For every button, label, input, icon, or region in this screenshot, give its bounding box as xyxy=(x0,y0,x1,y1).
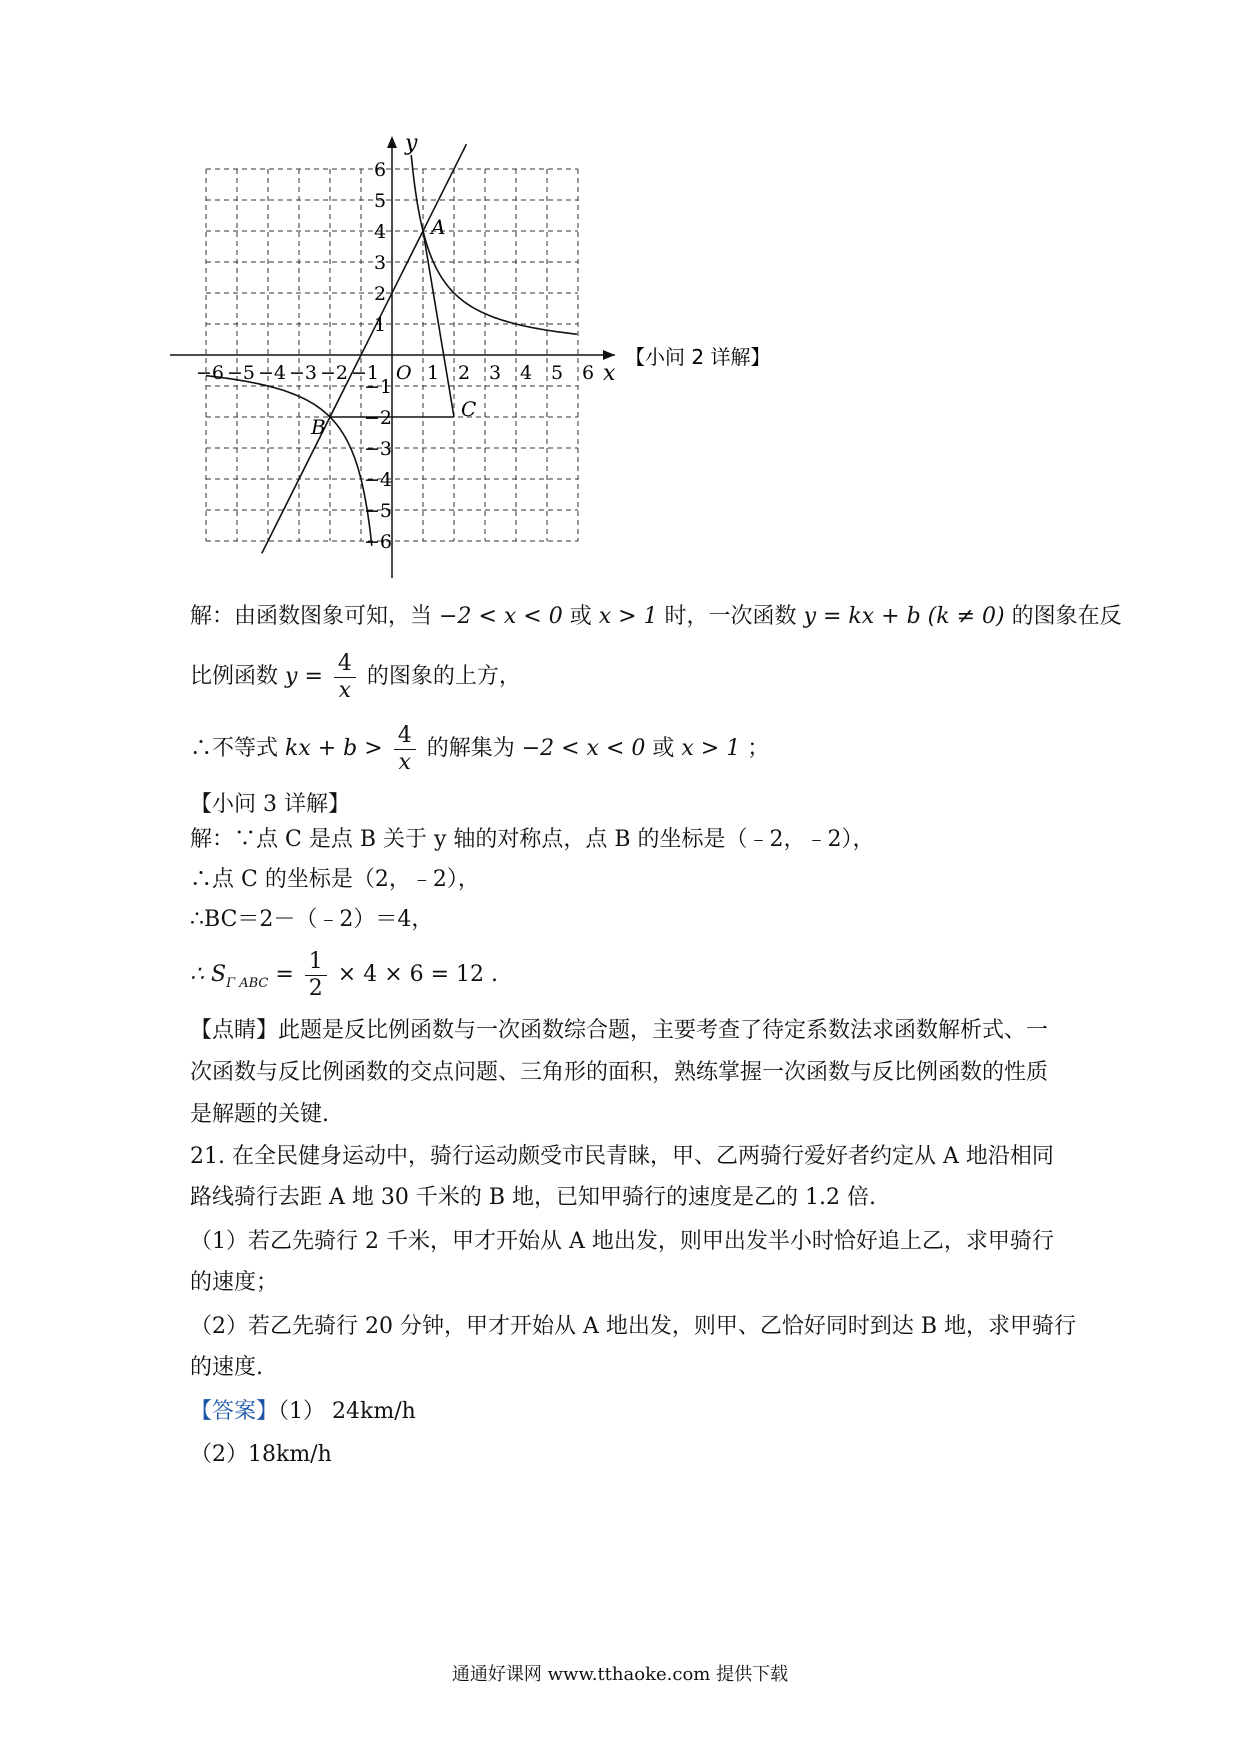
sec2-l3-d: −2 < x < 0 xyxy=(521,736,646,761)
sec2-l3-a: ∴不等式 xyxy=(190,736,279,761)
fraction-4-over-x xyxy=(334,651,356,704)
sec2-l3-f: x > 1 xyxy=(681,736,741,761)
q21-line3: （1）若乙先骑行 2 千米，甲才开始从 A 地出发，则甲出发半小时恰好追上乙，求甲骑行 xyxy=(190,1229,1054,1254)
q21-line2: 路线骑行去距 A 地 30 千米的 B 地，已知甲骑行的速度是乙的 1.2 倍. xyxy=(190,1185,876,1210)
x-tick-label: −2 xyxy=(320,362,349,384)
y-tick-label: 3 xyxy=(374,252,387,274)
sec2-l3-e: 或 xyxy=(652,736,675,761)
sec3-line2: ∴点 C 的坐标是（2，﹣2）， xyxy=(190,867,480,892)
y-tick-label: −1 xyxy=(364,376,393,398)
x-tick-label: −5 xyxy=(227,362,256,384)
sec2-l1-b: −2 < x < 0 xyxy=(439,604,563,629)
fraction-denominator: 2 xyxy=(308,975,323,1001)
coordinate-graph xyxy=(185,131,905,660)
x-axis-label: x xyxy=(603,361,616,386)
x-tick-label: 1 xyxy=(427,362,440,384)
point-a-label: A xyxy=(431,215,446,239)
answer-1: （1） 24km/h xyxy=(278,1399,416,1424)
y-tick-label: 1 xyxy=(374,314,387,336)
sec2-line3 xyxy=(190,722,769,776)
q21-line5: （2）若乙先骑行 20 分钟，甲才开始从 A 地出发，则甲、乙恰好同时到达 B 地，求甲骑行 xyxy=(190,1314,1077,1339)
q21-line6: 的速度. xyxy=(190,1355,263,1380)
comment-line2: 次函数与反比例函数的交点问题、三角形的面积，熟练掌握一次函数与反比例函数的性质 xyxy=(190,1060,1049,1085)
sec3-line4 xyxy=(190,948,498,1011)
y-tick-label: 4 xyxy=(374,221,387,243)
section-2-header: 【小问 2 详解】 xyxy=(625,345,771,369)
fraction-1-over-2 xyxy=(305,949,327,1002)
sec2-l3-c: 的解集为 xyxy=(426,736,515,761)
comment-line3: 是解题的关键. xyxy=(190,1102,329,1127)
sec2-l3-g: ； xyxy=(747,736,770,761)
sec3-line1: 解：∵点 C 是点 B 关于 y 轴的对称点，点 B 的坐标是（﹣2，﹣2）， xyxy=(190,827,875,852)
sec2-l2-b: y = xyxy=(285,664,323,689)
fraction-numerator: 4 xyxy=(334,651,356,678)
sec2-l2-c: 的图象的上方， xyxy=(366,664,521,689)
sec2-l2-a: 比例函数 xyxy=(190,664,279,689)
y-tick-label: 2 xyxy=(374,283,387,305)
sec2-line1 xyxy=(190,602,1122,632)
sec2-l1-a: 解：由函数图象可知，当 xyxy=(190,604,433,629)
sec2-line2 xyxy=(190,650,521,704)
answer-line2: （2）18km/h xyxy=(190,1442,332,1467)
y-tick-label: 5 xyxy=(374,190,387,212)
hyperbola-branch-left xyxy=(206,376,372,546)
y-tick-label: −3 xyxy=(364,438,393,460)
sec2-l3-b: kx + b > xyxy=(285,736,383,761)
sec3-l4-b: = xyxy=(275,962,294,987)
y-tick-label: −4 xyxy=(364,469,393,491)
q21-line4: 的速度； xyxy=(190,1270,279,1295)
x-tick-label: 2 xyxy=(458,362,471,384)
x-tick-label: O xyxy=(396,362,412,384)
answer-tag: 【答案】 xyxy=(190,1399,279,1424)
x-tick-label: −1 xyxy=(351,362,380,384)
x-tick-label: 5 xyxy=(551,362,564,384)
y-tick-label: −2 xyxy=(364,407,393,429)
x-axis-arrow xyxy=(603,350,615,360)
tick-labels xyxy=(196,159,594,553)
sec2-l1-c: 或 xyxy=(569,604,592,629)
sec3-l4-a: ∴ S xyxy=(190,962,227,987)
fraction-denominator: x xyxy=(398,749,411,775)
sec3-header: 【小问 3 详解】 xyxy=(190,792,350,817)
x-tick-label: −3 xyxy=(289,362,318,384)
y-tick-label: −5 xyxy=(364,500,393,522)
sec3-line3: ∴BC＝2－（﹣2）＝4， xyxy=(190,907,434,932)
fraction-numerator: 1 xyxy=(305,949,327,976)
x-tick-label: 4 xyxy=(520,362,533,384)
x-tick-label: 6 xyxy=(582,362,595,384)
sec2-l1-g: (k ≠ 0) xyxy=(927,604,1005,629)
fraction-denominator: x xyxy=(338,677,352,703)
y-axis-arrow xyxy=(387,136,397,148)
sec3-l4-c: × 4 × 6 = 12 . xyxy=(337,962,499,987)
sec2-l1-d: x > 1 xyxy=(598,604,658,629)
answer-line1 xyxy=(190,1397,416,1427)
footer-text: 通通好课网 www.tthaoke.com 提供下载 xyxy=(451,1664,789,1685)
graph-svg xyxy=(185,131,905,660)
sec2-l1-e: 时，一次函数 xyxy=(664,604,797,629)
x-tick-label: 3 xyxy=(489,362,502,384)
point-b-label: B xyxy=(311,415,326,439)
fraction-4-over-x-2 xyxy=(394,723,416,776)
fraction-numerator: 4 xyxy=(394,723,416,750)
y-tick-label: −6 xyxy=(364,531,393,553)
sec2-l1-h: 的图象在反 xyxy=(1011,604,1122,629)
x-tick-label: −4 xyxy=(258,362,287,384)
q21-line1: 21. 在全民健身运动中，骑行运动颇受市民青睐，甲、乙两骑行爱好者约定从 A 地沿相同 xyxy=(190,1144,1054,1169)
comment-line1: 【点睛】此题是反比例函数与一次函数综合题，主要考查了待定系数法求函数解析式、一 xyxy=(190,1018,1049,1043)
sec2-l1-f: y = kx + b xyxy=(803,604,921,629)
point-c-label: C xyxy=(461,397,477,421)
sec3-l4-sub: Γ ABC xyxy=(226,976,269,991)
y-axis-label: y xyxy=(405,131,418,156)
x-tick-label: −6 xyxy=(196,362,225,384)
y-tick-label: 6 xyxy=(374,159,387,181)
